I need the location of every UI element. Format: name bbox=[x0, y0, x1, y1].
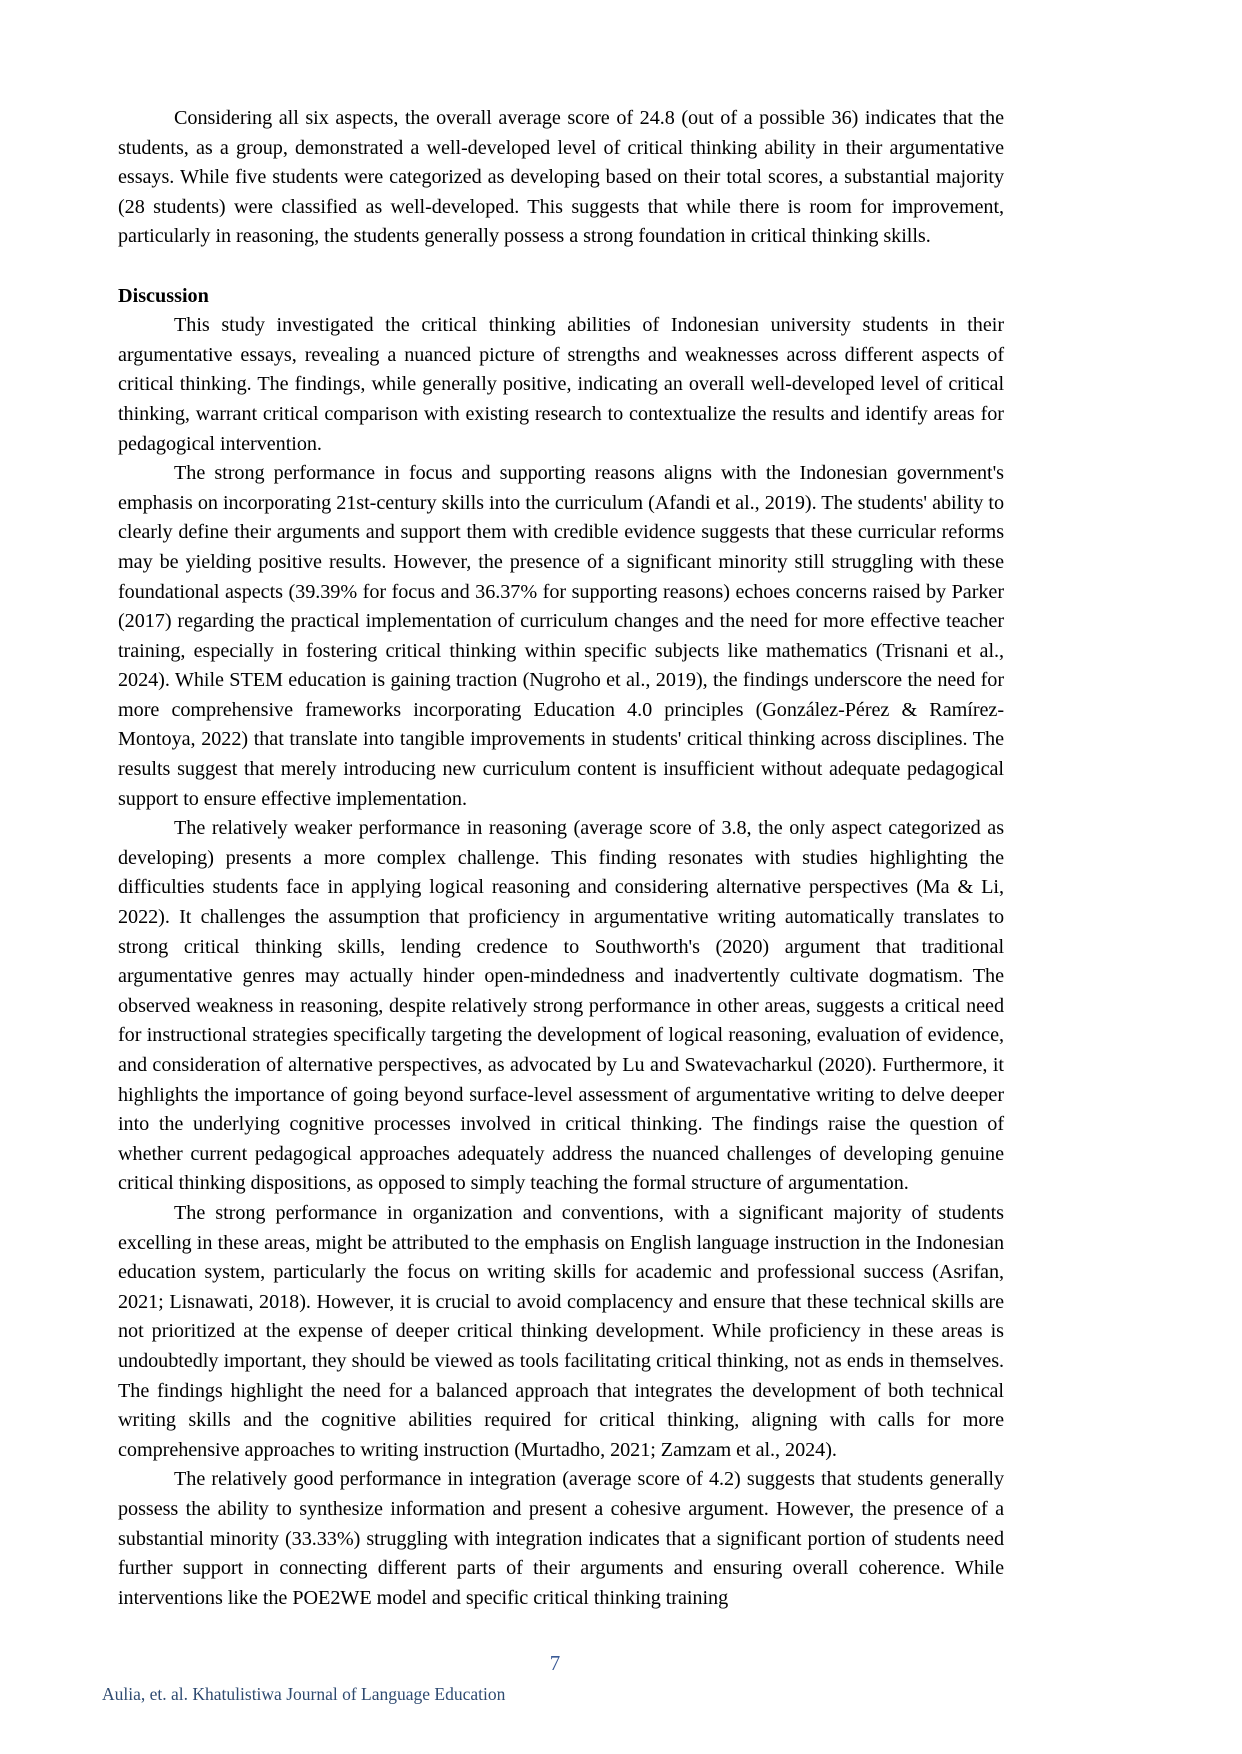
footer-journal-citation: Aulia, et. al. Khatulistiwa Journal of Language Education bbox=[102, 1684, 506, 1704]
paragraph-integration-performance: The relatively good performance in integration (average score of 4.2) suggests that students generally possess the ability to synthesize information and present a cohesive argument. However, the presence of a substantial minority (33.33%) struggling with integration indicates that a significant portion of students need further support in connecting different parts of their arguments and ensuring overall coherence. While interventions like the POE2WE model and specific critical thinking training bbox=[118, 1468, 1004, 1609]
paragraph-focus-supporting-reasons: The strong performance in focus and supporting reasons aligns with the Indonesian government's emphasis on incorporating 21st-century skills into the curriculum (Afandi et al., 2019). The students' ability to clearly define their arguments and support them with credible evidence suggests that these curricular reforms may be yielding positive results. However, the presence of a significant minority still struggling with these foundational aspects (39.39% for focus and 36.37% for supporting reasons) echoes concerns raised by Parker (2017) regarding the practical implementation of curriculum changes and the need for more effective teacher training, especially in fostering critical thinking within specific subjects like mathematics (Trisnani et al., 2024). While STEM education is gaining traction (Nugroho et al., 2019), the findings underscore the need for more comprehensive frameworks incorporating Education 4.0 principles (González-Pérez & Ramírez-Montoya, 2022) that translate into tangible improvements in students' critical thinking across disciplines. The results suggest that merely introducing new curriculum content is insufficient without adequate pedagogical support to ensure effective implementation. bbox=[118, 462, 1004, 810]
section-heading-discussion: Discussion bbox=[118, 284, 209, 307]
paragraph-organization-conventions: The strong performance in organization and conventions, with a significant majority of students excelling in these areas, might be attributed to the emphasis on English language instruction in the Indonesian education system, particularly the focus on writing skills for academic and professional success (Asrifan, 2021; Lisnawati, 2018). However, it is crucial to avoid complacency and ensure that these technical skills are not prioritized at the expense of deeper critical thinking development. While proficiency in these areas is undoubtedly important, they should be viewed as tools facilitating critical thinking, not as ends in themselves. The findings highlight the need for a balanced approach that integrates the development of both technical writing skills and the cognitive abilities required for critical thinking, aligning with calls for more comprehensive approaches to writing instruction (Murtadho, 2021; Zamzam et al., 2024). bbox=[118, 1201, 1004, 1461]
page-footer bbox=[0, 1650, 1242, 1754]
paragraph-overall-average-score: Considering all six aspects, the overall average score of 24.8 (out of a possible 36) indicates that the students, as a group, demonstrated a well-developed level of critical thinking ability in their argumentative essays. While five students were categorized as developing based on their total scores, a substantial majority (28 students) were classified as well-developed. This suggests that while there is room for improvement, particularly in reasoning, the students generally possess a strong foundation in critical thinking skills. bbox=[118, 107, 1004, 248]
page-number: 7 bbox=[549, 1651, 561, 1675]
paragraph-reasoning-performance: The relatively weaker performance in reasoning (average score of 3.8, the only aspect categorized as developing) presents a more complex challenge. This finding resonates with studies highlighting the difficulties students face in applying logical reasoning and considering alternative perspectives (Ma & Li, 2022). It challenges the assumption that proficiency in argumentative writing automatically translates to strong critical thinking skills, lending credence to Southworth's (2020) argument that traditional argumentative genres may actually hinder open-mindedness and inadvertently cultivate dogmatism. The observed weakness in reasoning, despite relatively strong performance in other areas, suggests a critical need for instructional strategies specifically targeting the development of logical reasoning, evaluation of evidence, and consideration of alternative perspectives, as advocated by Lu and Swatevacharkul (2020). Furthermore, it highlights the importance of going beyond surface-level assessment of argumentative writing to delve deeper into the underlying cognitive processes involved in critical thinking. The findings raise the question of whether current pedagogical approaches adequately address the nuanced challenges of developing genuine critical thinking dispositions, as opposed to simply teaching the formal structure of argumentation. bbox=[118, 817, 1004, 1195]
paragraph-spacer bbox=[118, 252, 1004, 282]
paragraph-study-overview: This study investigated the critical thinking abilities of Indonesian university students in their argumentative essays, revealing a nuanced picture of strengths and weaknesses across different aspects of critical thinking. The findings, while generally positive, indicating an overall well-developed level of critical thinking, warrant critical comparison with existing research to contextualize the results and identify areas for pedagogical intervention. bbox=[118, 314, 1004, 455]
page-content bbox=[118, 104, 1004, 1613]
